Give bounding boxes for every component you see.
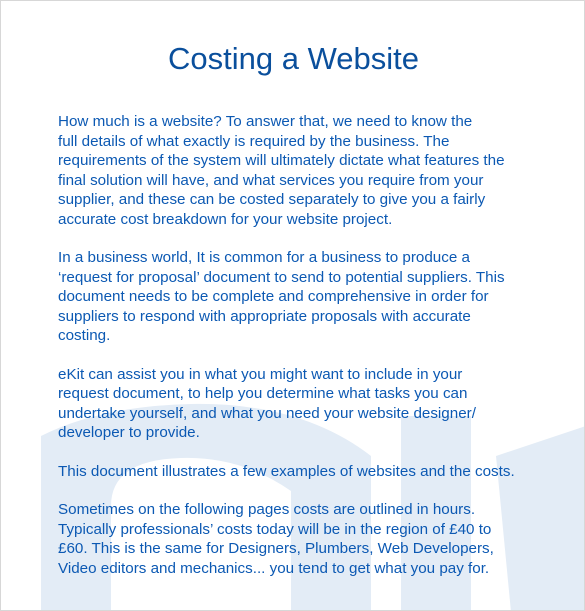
text-line: supplier, and these can be costed separately to give you a fairly [58,191,486,208]
text-line: ‘request for proposal’ document to send to potential suppliers. This [58,268,505,286]
text-line: final solution will have, and what services you require from your [58,171,484,189]
text-line: undertake yourself, and what you need your website designer/ [58,404,476,422]
paragraph-2 [58,248,578,346]
text-line: costing. [58,327,111,344]
text-line: In a business world, It is common for a business to produce a [58,249,470,266]
page-title: Costing a Website [168,41,419,76]
text-line: £60. This is the same for Designers, Plumbers, Web Developers, [58,540,494,557]
text-line: request document, to help you determine what tasks you can [58,385,468,402]
text-line: Video editors and mechanics... you tend to get what you pay for. [58,559,490,577]
text-line: requirements of the system will ultimately dictate what features the [58,152,505,169]
text-line: Sometimes on the following pages costs are outlined in hours. [58,501,476,518]
text-line: eKit can assist you in what you might want to include in your [58,365,463,383]
paragraph-3 [58,365,578,443]
text-line: This document illustrates a few examples of websites and the costs. [58,462,515,480]
text-line: How much is a website? To answer that, we need to know the [58,113,473,130]
text-line: full details of what exactly is required by the business. The [58,132,450,150]
text-line: suppliers to respond with appropriate proposals with accurate [58,307,471,325]
paragraph-4 [58,462,578,482]
text-line: accurate cost breakdown for your website project. [58,210,393,228]
paragraph-5 [58,500,578,578]
text-line: Typically professionals’ costs today will be in the region of £40 to [58,520,492,538]
body-text [58,112,578,597]
text-line: document needs to be complete and comprehensive in order for [58,288,489,305]
text-line: developer to provide. [58,424,200,441]
paragraph-1 [58,112,578,229]
